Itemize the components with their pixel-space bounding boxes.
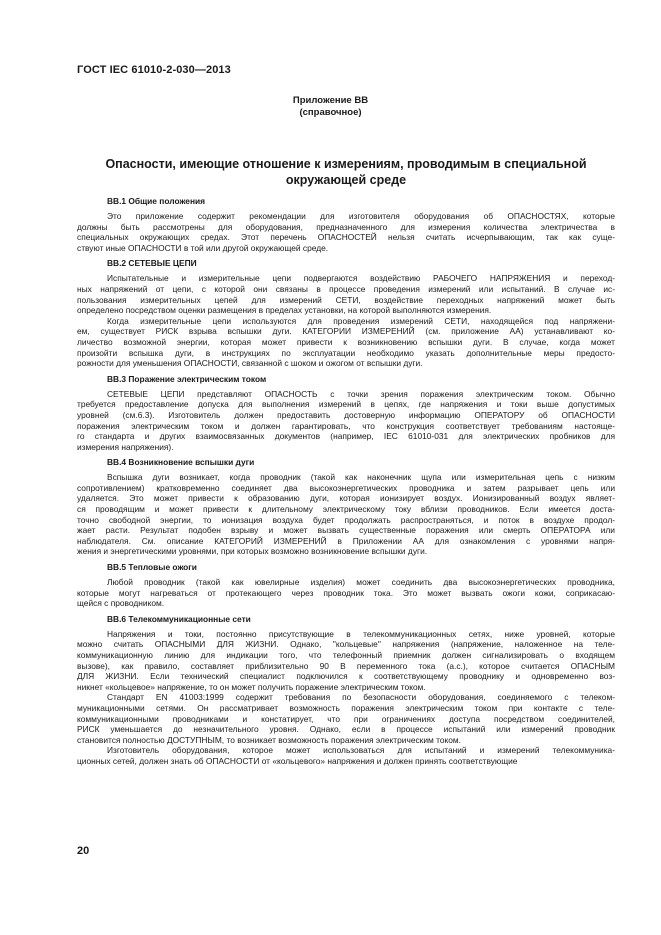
paragraph-line: поражения электрическим током и должен гарантировать, что конструкция соответствует требованиям настояще- xyxy=(77,420,615,431)
paragraph-line: измерения напряжения). xyxy=(77,441,174,452)
paragraph-line: ных напряжений от цепи, с которой они связаны в процессе проведения измерений или испытаний. В случае ис- xyxy=(77,283,615,294)
paragraph-line: ся проводящим и может привести к длительному электрическому току вблизи проводников. Если имеется доста- xyxy=(77,504,615,515)
paragraph-line: ционных сетей, должен знать об ОПАСНОСТИ от «кольцевого» напряжения и должен принять соответствующие xyxy=(77,755,518,766)
paragraph-line: жения и энергетическими уровнями, при которых возможно возникновение вспышки дуги. xyxy=(77,546,428,557)
section xyxy=(77,196,615,253)
paragraph-line: муникационными сетями. Он рассматривает возможность поражения электрическим током при контакте с теле- xyxy=(77,702,615,713)
paragraph-line: сопротивлением) кратковременно соединяет два высокоэнергетических проводника и затем разрывает цепь или xyxy=(77,482,615,493)
paragraph-line: Испытательные и измерительные цепи подвергаются воздействию РАБОЧЕГО НАПРЯЖЕНИЯ и переход- xyxy=(107,273,615,284)
paragraph-line: произойти вспышка дуги, в инструкциях по эксплуатации необходимо указать дополнительные меры предосто- xyxy=(77,347,615,358)
paragraph xyxy=(77,273,615,315)
paragraph xyxy=(77,577,615,609)
paragraph xyxy=(77,745,615,766)
paragraph-line: пользования измерительных цепей для измерений СЕТИ, воздействие переходных напряжений может быть xyxy=(77,294,615,305)
paragraph-line: личество возможной энергии, которая может привести к возникновению вспышки дуги. В случае, когда может xyxy=(77,336,615,347)
doc-header-code: ГОСТ IEC 61010-2-030—2013 xyxy=(77,64,231,76)
paragraph-line: определено посредством оценки размещения в пределах установки, на которой выполняются измерения. xyxy=(77,305,492,316)
paragraph-line: Стандарт EN 41003:1999 содержит требования по безопасности оборудования, соединяемого с телеком- xyxy=(107,692,615,703)
paragraph-line: ДЛЯ ЖИЗНИ. Если технический специалист подключился к соответствующему проводнику и одновременно воз- xyxy=(77,671,615,682)
paragraph-line: Вспышка дуги возникает, когда проводник (такой как наконечник щупа или измерительная цепь с низким xyxy=(107,472,615,483)
page-title-line: Опасности, имеющие отношение к измерениям, проводимым в специальной xyxy=(105,157,587,171)
paragraph-line: наблюдателя. См. описание КАТЕГОРИЙ ИЗМЕРЕНИЙ в Приложении АА для ознакомления с уровнями напря- xyxy=(77,535,615,546)
paragraph xyxy=(77,692,615,745)
section xyxy=(77,562,615,609)
paragraph-line: СЕТЕВЫЕ ЦЕПИ представляют ОПАСНОСТЬ с точки зрения поражения электрическим током. Обычно xyxy=(107,388,615,399)
paragraph xyxy=(77,316,615,369)
section xyxy=(77,457,615,557)
section-heading: ВВ.6 Телекоммуникационные сети xyxy=(107,613,251,624)
page-title-line: окружающей среде xyxy=(285,173,407,187)
paragraph xyxy=(77,629,615,693)
paragraph-line: Напряжения и токи, постоянно присутствующие в телекоммуникационных сетях, ниже уровней, которые xyxy=(107,628,615,639)
annex-subtitle: (справочное) xyxy=(299,107,362,118)
paragraph-line: щейся с проводником. xyxy=(77,598,165,609)
paragraph-line: ем, существует РИСК взрыва вспышки дуги. КАТЕГОРИИ ИЗМЕРЕНИЙ (см. приложение АА) устанавливают ко- xyxy=(77,326,615,337)
annex-title: Приложение ВВ xyxy=(292,95,369,106)
paragraph-line: Изготовитель оборудования, которое может использоваться для испытаний и измерений телекоммуника- xyxy=(107,745,615,756)
section-heading: ВВ.1 Общие положения xyxy=(107,196,206,206)
section xyxy=(77,374,615,453)
paragraph-line: го стандарта и других взаимосвязанных документов (например, IEC 61010-031 для электрических пробников для xyxy=(77,431,615,442)
annex-label xyxy=(0,95,661,119)
paragraph-line: Любой проводник (такой как ювелирные изделия) может соединить два высокоэнергетических проводника, xyxy=(107,577,615,588)
paragraph xyxy=(77,472,615,557)
paragraph-line: коммуникационную линию для индикации того, что телефонный приемник должен сигнализировать о входящем xyxy=(77,650,615,660)
paragraph-line: которые могут нагреваться от протекающего через проводник тока. Это может вызвать ожоги кожи, соприкасаю- xyxy=(77,587,615,598)
paragraph-line: удаляется. Это может привести к образованию дуги, которая ионизирует воздух. Ионизированный воздух являет- xyxy=(77,493,615,504)
paragraph-line: Когда измерительные цепи используются для проведения измерений СЕТИ, находящейся под напряжени- xyxy=(107,315,615,326)
paragraph-line: коммуникационными проводниками и констатирует, что при ограничениях доступа посредством соединителей, xyxy=(77,713,615,724)
section-heading: ВВ.2 СЕТЕВЫЕ ЦЕПИ xyxy=(107,258,197,269)
paragraph-line: РИСК уменьшается до незначительного уровня. Однако, если в процессе испытаний или измерений проводник xyxy=(77,724,615,735)
paragraph-line: можно считать ОПАСНЫМИ ДЛЯ ЖИЗНИ. Однако, "кольцевые" напряжения (напряжение, наложенное на теле- xyxy=(77,639,615,650)
paragraph-line: должны быть рассмотрены для оборудования, предназначенного для измерения количества электричества в xyxy=(77,221,615,232)
section-heading: ВВ.3 Поражение электрическим током xyxy=(107,373,267,384)
paragraph xyxy=(77,211,615,253)
section-heading: ВВ.4 Возникновение вспышки дуги xyxy=(107,457,255,468)
paragraph-line: рожности для уменьшения ОПАСНОСТИ, связанной с шоком и ожогом от вспышки дуги. xyxy=(77,358,423,369)
page-title xyxy=(77,156,615,188)
paragraph-line: становится полностью ДОСТУПНЫМ, то возникает возможность поражения электрическим током. xyxy=(77,734,462,745)
paragraph-line: жает расти. Результат подобен взрыву и может вызвать существенные поражения или смерть ОПЕРАТОРА или xyxy=(77,525,615,536)
section xyxy=(77,258,615,368)
page-number: 20 xyxy=(77,845,90,857)
paragraph-line: ствуют иные ОПАСНОСТИ в той или другой окружающей среде. xyxy=(77,242,329,253)
paragraph-line: требуется предоставление допуска для выполнения измерений в цепях, где напряжения и токи выше допустимых xyxy=(77,399,615,410)
paragraph-line: вызове), как правило, составляет приблизительно 90 В переменного тока (a.c.), которое считается ОПАСНЫМ xyxy=(77,660,615,671)
paragraph xyxy=(77,389,615,453)
paragraph-line: уровней (см.6.3). Изготовитель должен предоставить достоверную информацию ОПЕРАТОРУ об ОПАСНОСТИ xyxy=(77,409,615,420)
paragraph-line: точно свободной энергии, то ионизация воздуха будет продолжать распространяться, и поток в воздухе продол- xyxy=(77,514,615,525)
section xyxy=(77,614,615,767)
section-heading: ВВ.5 Тепловые ожоги xyxy=(107,562,197,573)
paragraph-line: специальных окружающих средах. Этот перечень ОПАСНОСТЕЙ нельзя считать исчерпывающим, так как суще- xyxy=(77,232,615,243)
document-body xyxy=(77,196,615,772)
paragraph-line: никнет «кольцевое» напряжение, то он может получить поражение электрическим током. xyxy=(77,681,426,692)
paragraph-line: Это приложение содержит рекомендации для изготовителя оборудования об ОПАСНОСТЯХ, которые xyxy=(107,211,615,221)
